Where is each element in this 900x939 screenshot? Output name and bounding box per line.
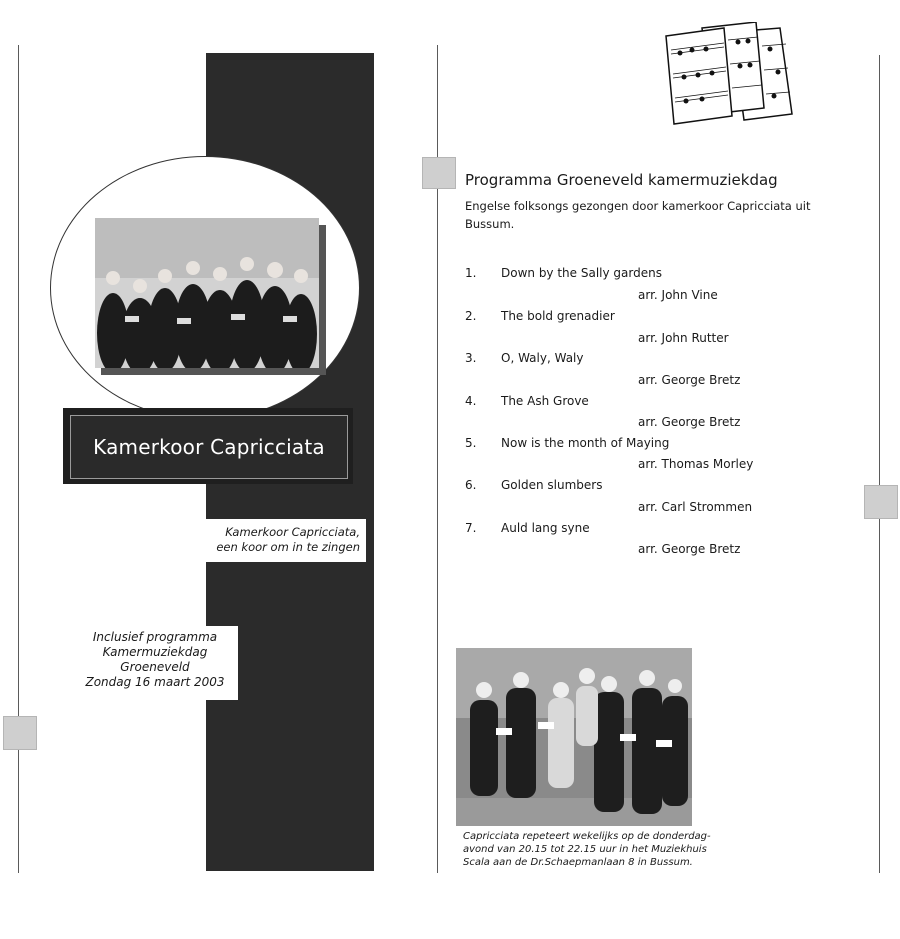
song-title: Now is the month of Maying <box>501 436 670 450</box>
song-title: O, Waly, Waly <box>501 351 584 365</box>
right-tab-square <box>864 485 898 519</box>
song-title: The bold grenadier <box>501 309 615 323</box>
song-number: 7. <box>465 521 477 535</box>
song-title: The Ash Grove <box>501 394 589 408</box>
title-box-inner <box>70 415 348 479</box>
tagline-line-1: Kamerkoor Capricciata, <box>225 525 360 539</box>
caption-line-2: avond van 20.15 tot 22.15 uur in het Muziekhuis <box>463 844 707 855</box>
song-arranger: arr. John Vine <box>638 288 718 302</box>
rehearsal-photo <box>456 648 692 826</box>
program-title: Programma Groeneveld kamermuziekdag <box>465 171 778 189</box>
inclusive-line-4: Zondag 16 maart 2003 <box>85 675 225 689</box>
inclusive-program-box <box>72 626 238 700</box>
choir-title: Kamerkoor Capricciata <box>93 435 325 459</box>
song-arranger: arr. Carl Strommen <box>638 500 753 514</box>
song-title: Golden slumbers <box>501 478 603 492</box>
song-number: 4. <box>465 394 477 408</box>
song-arranger: arr. George Bretz <box>638 415 741 429</box>
right-margin-line <box>879 55 880 873</box>
song-number: 2. <box>465 309 477 323</box>
tagline-line-2: een koor om in te zingen <box>216 540 360 554</box>
song-arranger: arr. George Bretz <box>638 373 741 387</box>
inclusive-line-1: Inclusief programma <box>92 630 218 644</box>
left-tab-square <box>3 716 37 750</box>
song-title: Down by the Sally gardens <box>501 266 662 280</box>
caption-line-1: Capricciata repeteert wekelijks op de donderdag- <box>463 831 711 842</box>
sheet-music-icon <box>662 22 802 127</box>
song-arranger: arr. John Rutter <box>638 331 729 345</box>
song-title: Auld lang syne <box>501 521 590 535</box>
song-number: 3. <box>465 351 477 365</box>
tagline-box <box>170 519 366 562</box>
song-number: 5. <box>465 436 477 450</box>
caption-line-3: Scala aan de Dr.Schaepmanlaan 8 in Bussum. <box>463 857 693 868</box>
song-number: 1. <box>465 266 477 280</box>
song-arranger: arr. George Bretz <box>638 542 741 556</box>
photo-caption <box>463 830 753 869</box>
inclusive-line-3: Groeneveld <box>120 660 190 674</box>
song-arranger: arr. Thomas Morley <box>638 457 754 471</box>
inclusive-line-2: Kamermuziekdag <box>102 645 208 659</box>
song-number: 6. <box>465 478 477 492</box>
choir-photo <box>95 218 319 368</box>
program-subtitle: Engelse folksongs gezongen door kamerkoor Capricciata uit Bussum. <box>465 199 811 231</box>
center-tab-square <box>422 157 456 189</box>
